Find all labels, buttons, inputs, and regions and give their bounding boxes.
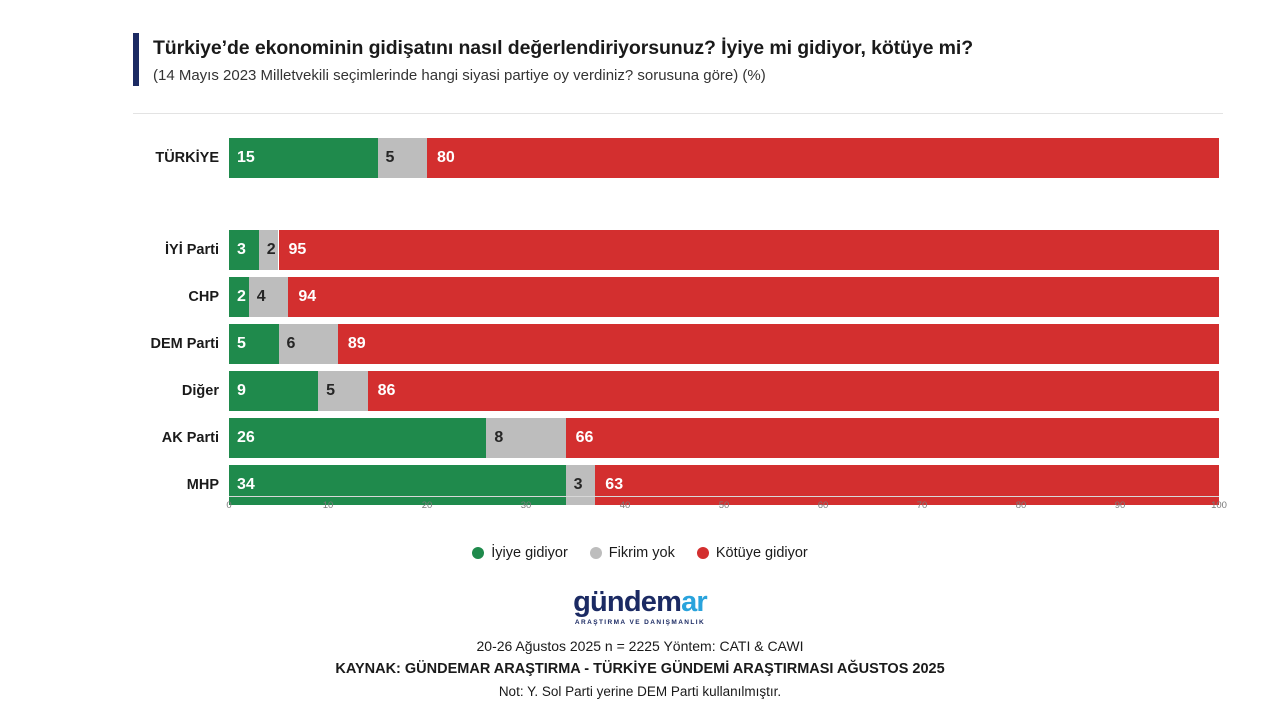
- bar-track: [229, 324, 1219, 364]
- bar-segment: [229, 230, 259, 270]
- x-axis-tick: 0: [226, 500, 232, 511]
- legend-item: [697, 545, 808, 561]
- bar-segment: [229, 138, 378, 178]
- x-axis-tick: 30: [520, 500, 532, 511]
- bar-segment: [279, 230, 1220, 270]
- bar-category-label: İYİ Parti: [165, 242, 219, 258]
- x-axis-tick: 80: [1015, 500, 1027, 511]
- legend-item: [590, 545, 675, 561]
- bar-track: [229, 230, 1219, 270]
- chart-footer: [0, 588, 1280, 699]
- legend-color-icon: [697, 547, 709, 559]
- table-row: [133, 324, 1223, 364]
- bar-value-label: 5: [326, 382, 335, 399]
- bar-category-label: DEM Parti: [150, 336, 219, 352]
- bar-value-label: 95: [288, 241, 307, 258]
- brand-logo: [0, 588, 1280, 617]
- x-axis-tick: 50: [718, 500, 730, 511]
- legend-label: Fikrim yok: [608, 545, 675, 561]
- bar-category-label: MHP: [186, 477, 219, 493]
- legend-label: Kötüye gidiyor: [715, 545, 808, 561]
- bar-segment: [318, 371, 368, 411]
- chart-header: [133, 33, 1223, 86]
- table-row: [133, 277, 1223, 317]
- bar-track: [229, 277, 1219, 317]
- bar-segment: [486, 418, 565, 458]
- table-row: [133, 230, 1223, 270]
- bar-value-label: 3: [237, 241, 246, 258]
- table-row: [133, 418, 1223, 458]
- bar-value-label: 2: [237, 288, 246, 305]
- bar-segment: [229, 277, 249, 317]
- x-axis-tick: 60: [817, 500, 829, 511]
- bar-segment: [229, 418, 486, 458]
- legend-color-icon: [590, 547, 602, 559]
- bar-segment: [338, 324, 1219, 364]
- header-text: [153, 33, 973, 86]
- x-axis-tick: 10: [322, 500, 334, 511]
- bar-track: [229, 138, 1219, 178]
- page-subtitle: (14 Mayıs 2023 Milletvekili seçimlerinde hangi siyasi partiye oy verdiniz? sorusuna göre) (%): [153, 67, 766, 85]
- bar-segment: [229, 324, 279, 364]
- bar-segment: [259, 230, 279, 270]
- bar-value-label: 9: [237, 382, 246, 399]
- bar-segment: [368, 371, 1219, 411]
- bar-segment: [595, 465, 1219, 505]
- header-divider: [133, 113, 1223, 114]
- bar-segment: [229, 465, 566, 505]
- legend-color-icon: [472, 547, 484, 559]
- bar-value-label: 34: [237, 476, 255, 493]
- bar-category-label: TÜRKİYE: [155, 150, 219, 166]
- brand-logo-tagline: ARAŞTIRMA VE DANIŞMANLIK: [574, 619, 706, 626]
- legend-label: İyiye gidiyor: [491, 545, 568, 561]
- bar-value-label: 3: [573, 476, 583, 493]
- bar-value-label: 26: [237, 429, 255, 446]
- x-axis-tick: 40: [619, 500, 631, 511]
- bar-value-label: 4: [256, 288, 266, 305]
- table-row: [133, 465, 1223, 505]
- bar-segment: [229, 371, 318, 411]
- x-axis-tick: 20: [421, 500, 433, 511]
- bar-category-label: AK Parti: [161, 430, 219, 446]
- survey-source-note: KAYNAK: GÜNDEMAR ARAŞTIRMA - TÜRKİYE GÜNDEMİ ARAŞTIRMASI AĞUSTOS 2025: [335, 661, 945, 677]
- bar-value-label: 5: [385, 149, 395, 166]
- x-axis-tick: 90: [1114, 500, 1126, 511]
- x-axis: [226, 500, 1227, 520]
- brand-logo-accent: ar: [681, 586, 707, 618]
- bar-segment: [288, 277, 1219, 317]
- chart-legend: [0, 545, 1280, 561]
- bar-value-label: 63: [605, 476, 624, 493]
- bar-value-label: 80: [437, 149, 455, 166]
- bar-category-label: CHP: [188, 289, 219, 305]
- bar-track: [229, 465, 1219, 505]
- bar-value-label: 66: [575, 429, 594, 446]
- table-row: [133, 138, 1223, 178]
- bar-segment: [378, 138, 428, 178]
- bar-value-label: 89: [347, 335, 366, 352]
- bar-segment: [249, 277, 289, 317]
- bar-segment: [566, 465, 596, 505]
- table-row: [133, 371, 1223, 411]
- survey-extra-note: Not: Y. Sol Parti yerine DEM Parti kullanılmıştır.: [498, 684, 782, 699]
- legend-item: [472, 545, 568, 561]
- bar-value-label: 2: [266, 241, 276, 258]
- bar-value-label: 6: [286, 335, 296, 352]
- bar-value-label: 86: [377, 382, 396, 399]
- x-axis-line: [229, 496, 1219, 497]
- bar-value-label: 15: [237, 149, 255, 166]
- bar-value-label: 5: [237, 335, 246, 352]
- bar-value-label: 8: [494, 429, 504, 446]
- header-accent-bar: [133, 33, 139, 86]
- bar-segment: [566, 418, 1219, 458]
- stacked-bar-chart: [133, 128, 1227, 523]
- bar-value-label: 94: [298, 288, 317, 305]
- x-axis-tick: 70: [916, 500, 928, 511]
- bar-category-label: Diğer: [181, 383, 219, 399]
- bar-track: [229, 418, 1219, 458]
- survey-method-note: 20-26 Ağustos 2025 n = 2225 Yöntem: CATI & CAWI: [476, 638, 804, 654]
- bar-segment: [279, 324, 338, 364]
- page-title: Türkiye’de ekonominin gidişatını nasıl değerlendiriyorsunuz? İyiye mi gidiyor, kötüye mi?: [153, 37, 974, 59]
- brand-logo-main: gündem: [573, 586, 682, 618]
- bar-segment: [427, 138, 1219, 178]
- x-axis-tick: 100: [1211, 500, 1227, 511]
- bar-track: [229, 371, 1219, 411]
